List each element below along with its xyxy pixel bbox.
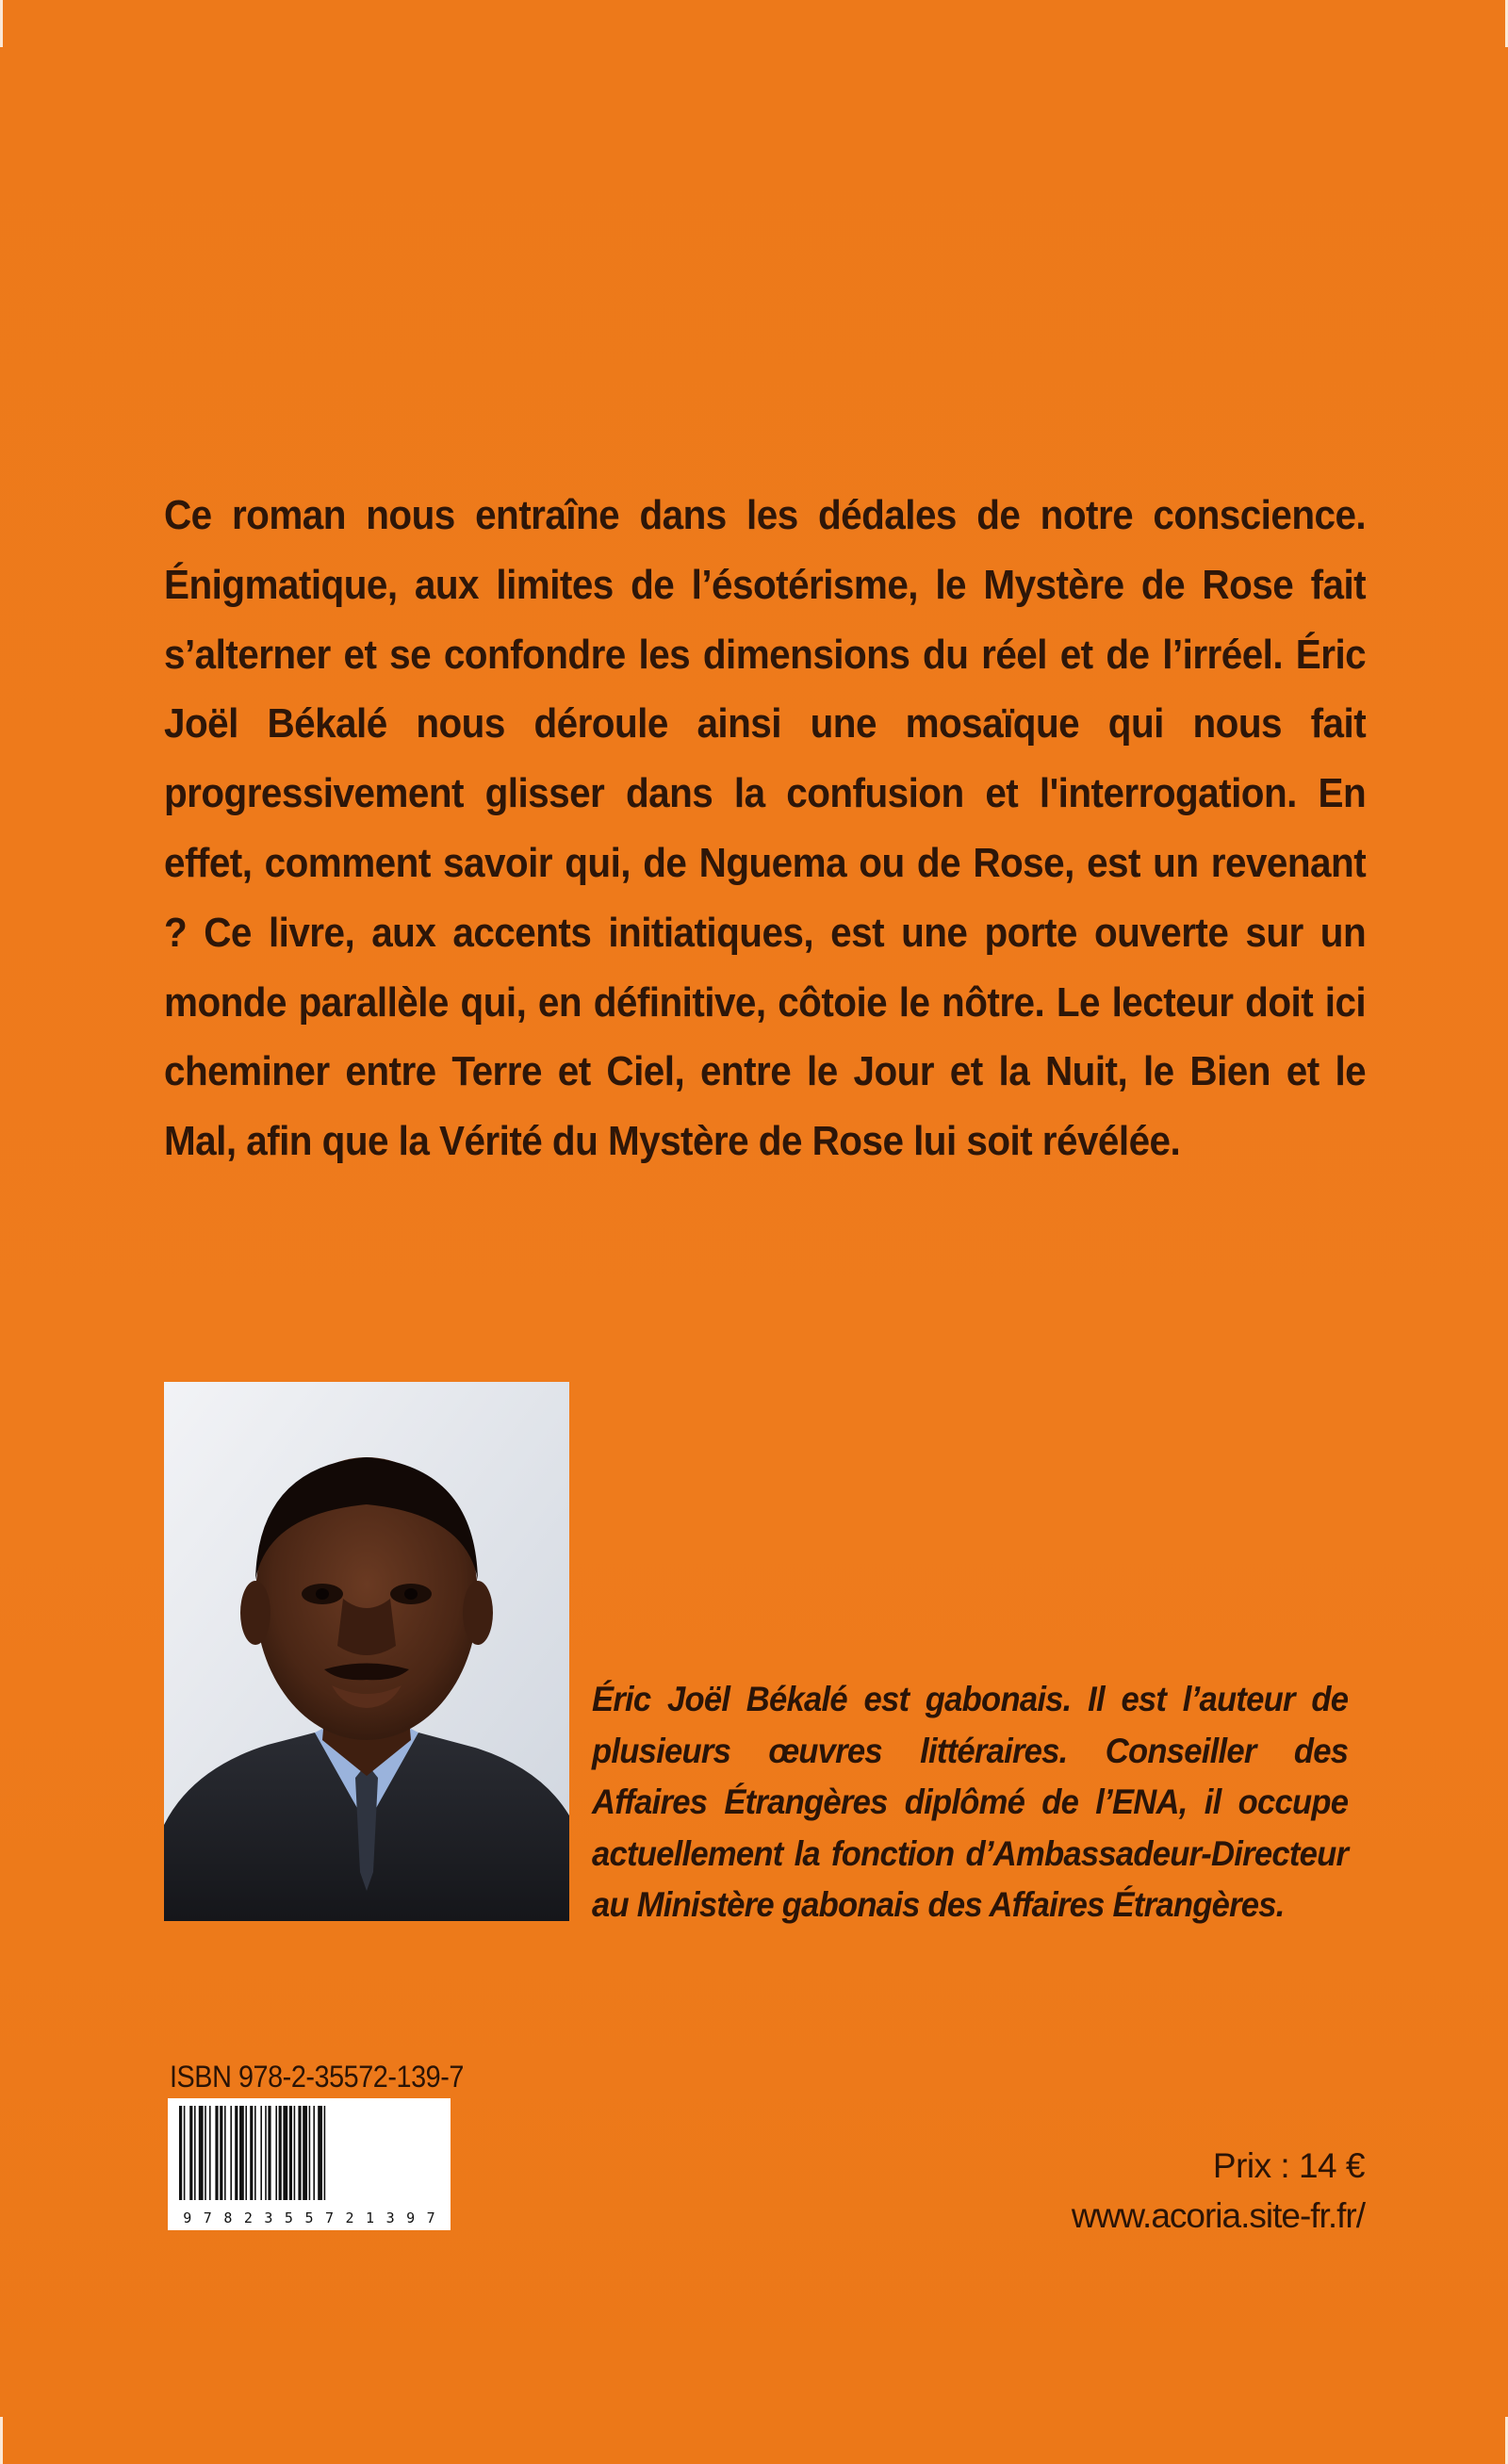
barcode-digit: 1: [366, 2209, 375, 2226]
barcode-bar: [194, 2106, 196, 2200]
barcode-digit: 2: [243, 2209, 253, 2226]
barcode-digit: 5: [304, 2209, 314, 2226]
barcode-digit: 3: [264, 2209, 273, 2226]
barcode-bar: [275, 2106, 277, 2200]
barcode-bar: [265, 2106, 267, 2200]
crop-mark: [0, 2417, 3, 2464]
barcode-bar: [268, 2106, 270, 2200]
barcode-digit: 7: [324, 2209, 334, 2226]
barcode-bar: [254, 2106, 256, 2200]
barcode-bar: [179, 2106, 182, 2200]
barcode-bar: [250, 2106, 253, 2200]
barcode-bar: [209, 2106, 211, 2200]
author-photo: [164, 1382, 569, 1921]
barcode: [168, 2098, 451, 2230]
barcode-bar: [303, 2106, 307, 2200]
barcode-bar: [235, 2106, 238, 2200]
barcode-digits: [168, 2209, 451, 2226]
isbn-label: ISBN 978-2-35572-139-7: [170, 2060, 464, 2094]
book-blurb: [164, 481, 1366, 1176]
barcode-bar: [184, 2106, 186, 2200]
barcode-bar: [239, 2106, 244, 2200]
barcode-bar: [215, 2106, 218, 2200]
barcode-bar: [324, 2106, 326, 2200]
barcode-bar: [245, 2106, 247, 2200]
crop-mark: [0, 0, 3, 47]
barcode-bar: [313, 2106, 315, 2200]
barcode-bar: [294, 2106, 296, 2200]
barcode-bar: [189, 2106, 192, 2200]
author-bio: Éric Joël Békalé est gabonais. Il est l’auteur de plusieurs œuvres littéraires. Conseiller des Affaires Étrangères diplômé de l’ENA, il occupe actuellement la fonction d’Ambassadeur-Directeur au Ministère gabonais des Affaires Étrangères.: [592, 1680, 1349, 1924]
barcode-digit: 7: [203, 2209, 212, 2226]
barcode-bar: [205, 2106, 206, 2200]
barcode-digit: 5: [284, 2209, 293, 2226]
price: Prix : 14 €: [1212, 2146, 1365, 2185]
barcode-bar: [283, 2106, 287, 2200]
barcode-bar: [309, 2106, 311, 2200]
barcode-bar: [298, 2106, 301, 2200]
barcode-bar: [220, 2106, 222, 2200]
barcode-digit: 9: [183, 2209, 192, 2226]
blurb-paragraph: Ce roman nous entraîne dans les dédales de notre conscience. Énigmatique, aux limites de l’ésotérisme, le Mystère de Rose fait s’alterner et se confondre les dimensions du réel et de l’irréel. Éric Joël Békalé nous déroule ainsi une mosaïque qui nous fait progressivement glisser dans la confusion et l'interrogation. En effet, comment savoir qui, de Nguema ou de Rose, est un revenant ? Ce livre, aux accents initiatiques, est une porte ouverte sur un monde parallèle qui, en définitive, côtoie le nôtre. Le lecteur doit ici cheminer entre Terre et Ciel, entre le Jour et la Nuit, le Bien et le Mal, afin que la Vérité du Mystère de Rose lui soit révélée.: [164, 492, 1367, 1165]
barcode-bar: [230, 2106, 232, 2200]
barcode-bar: [224, 2106, 226, 2200]
barcode-digit: 7: [426, 2209, 435, 2226]
barcode-digit: 2: [345, 2209, 354, 2226]
barcode-digit: 3: [385, 2209, 395, 2226]
barcode-bar: [260, 2106, 262, 2200]
barcode-digit: 9: [406, 2209, 416, 2226]
barcode-bar: [199, 2106, 204, 2200]
publisher-website[interactable]: www.acoria.site-fr.fr/: [1071, 2196, 1365, 2235]
barcode-digit: 8: [223, 2209, 233, 2226]
barcode-bars: [168, 2098, 451, 2208]
barcode-bar: [279, 2106, 282, 2200]
barcode-bar: [289, 2106, 292, 2200]
barcode-bar: [318, 2106, 322, 2200]
